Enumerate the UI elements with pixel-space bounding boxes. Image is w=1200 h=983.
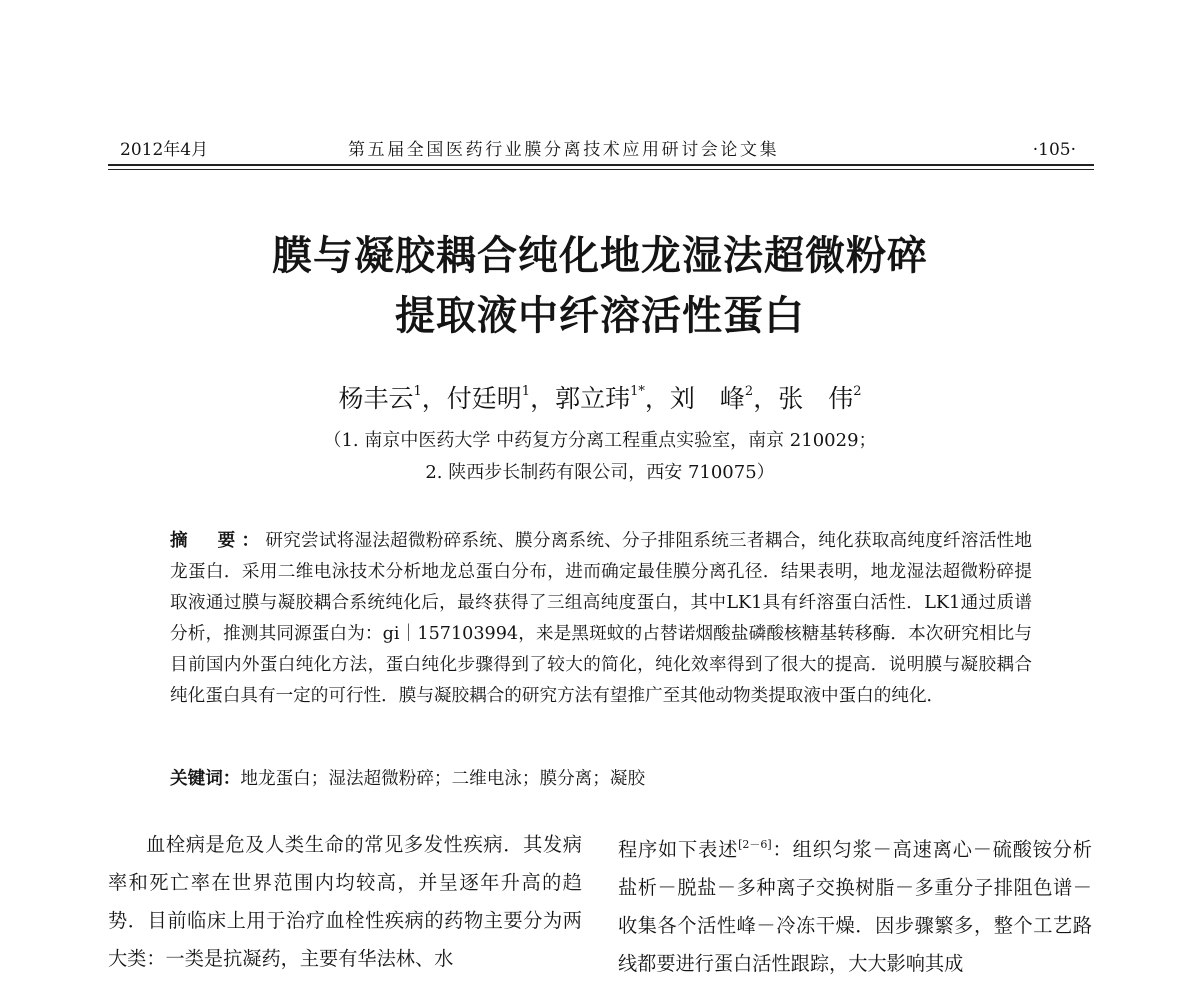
body-column-left: [108, 826, 582, 978]
keywords-label: 关键词：: [170, 769, 241, 789]
author-list: 杨丰云$^1$，付廷明$^1$，郭立玮$^{1*}$，刘 峰$^2$，张 伟$^2$: [338, 384, 862, 413]
author-affiliation-mark: 2: [744, 384, 754, 399]
keywords-text: 地龙蛋白；湿法超微粉碎；二维电泳；膜分离；凝胶: [240, 769, 646, 789]
author: [670, 384, 753, 413]
author-name: 付廷明: [446, 384, 522, 413]
affiliation-line-2: 2. 陕西步长制药有限公司，西安 710075）: [425, 462, 775, 483]
header-rule-thin: [108, 169, 1094, 170]
author-affiliation-mark: 2: [853, 384, 862, 399]
header-date: 2012年4月: [120, 140, 209, 160]
author: [447, 384, 530, 413]
body-paragraph: [618, 826, 1092, 983]
abstract: [170, 526, 1032, 712]
body-text: 程序如下表述: [618, 838, 739, 861]
running-header: [108, 136, 1094, 164]
keywords: [170, 764, 1032, 794]
body-column-right: [618, 826, 1092, 983]
author-name: 张 伟: [778, 384, 854, 413]
paper-title-line-1: 膜与凝胶耦合纯化地龙湿法超微粉碎: [272, 232, 928, 279]
author-affiliation-mark: 1*: [630, 384, 645, 399]
body-paragraph: 血栓病是危及人类生命的常见多发性疾病．其发病率和死亡率在世界范围内均较高，并呈逐年升高的趋势．目前临床上用于治疗血栓性疾病的药物主要分为两大类：一类是抗凝药，主要有华法林、水: [108, 833, 582, 970]
abstract-text: 研究尝试将湿法超微粉碎系统、膜分离系统、分子排阻系统三者耦合，纯化获取高纯度纤溶活性地龙蛋白．采用二维电泳技术分析地龙总蛋白分布，进而确定最佳膜分离孔径．结果表明，地龙湿法超微粉碎提取液通过膜与凝胶耦合系统纯化后，最终获得了三组高纯度蛋白，其中LK1具有纤溶蛋白活性．LK1通过质谱分析，推测其同源蛋白为：gi｜157103994，来是黑斑蚊的占替诺烟酸盐磷酸核糖基转移酶．本次研究相比与目前国内外蛋白纯化方法，蛋白纯化步骤得到了较大的简化，纯化效率得到了很大的提高．说明膜与凝胶耦合纯化蛋白具有一定的可行性．膜与凝胶耦合的研究方法有望推广至其他动物类提取液中蛋白的纯化．: [170, 531, 1032, 706]
author-name: 郭立玮: [555, 384, 631, 413]
header-rule-thick: [108, 164, 1094, 166]
author-name: 刘 峰: [669, 384, 745, 413]
header-journal-title: 第五届全国医药行业膜分离技术应用研讨会论文集: [348, 140, 780, 160]
author-name: 杨丰云: [338, 384, 414, 413]
author-affiliation-mark: 1: [413, 384, 422, 399]
paper-title-line-2: 提取液中纤溶活性蛋白: [395, 292, 805, 339]
abstract-label: 摘 要：: [170, 531, 266, 551]
author: [338, 384, 421, 413]
body-text: ：组织匀浆－高速离心－硫酸铵分析盐析－脱盐－多种离子交换树脂－多重分子排阻色谱－收集各个活性峰－冷冻干燥．因步骤繁多，整个工艺路线都要进行蛋白活性跟踪，大大影响其成: [618, 838, 1093, 975]
author: [778, 384, 861, 413]
affiliation-line-1: （1. 南京中医药大学 中药复方分离工程重点实验室，南京 210029；: [323, 430, 877, 451]
author-affiliation-mark: 1: [521, 384, 531, 399]
citation-mark: [2－6]: [738, 838, 772, 851]
header-page-number: ·105·: [1032, 140, 1076, 160]
author: [555, 384, 645, 413]
